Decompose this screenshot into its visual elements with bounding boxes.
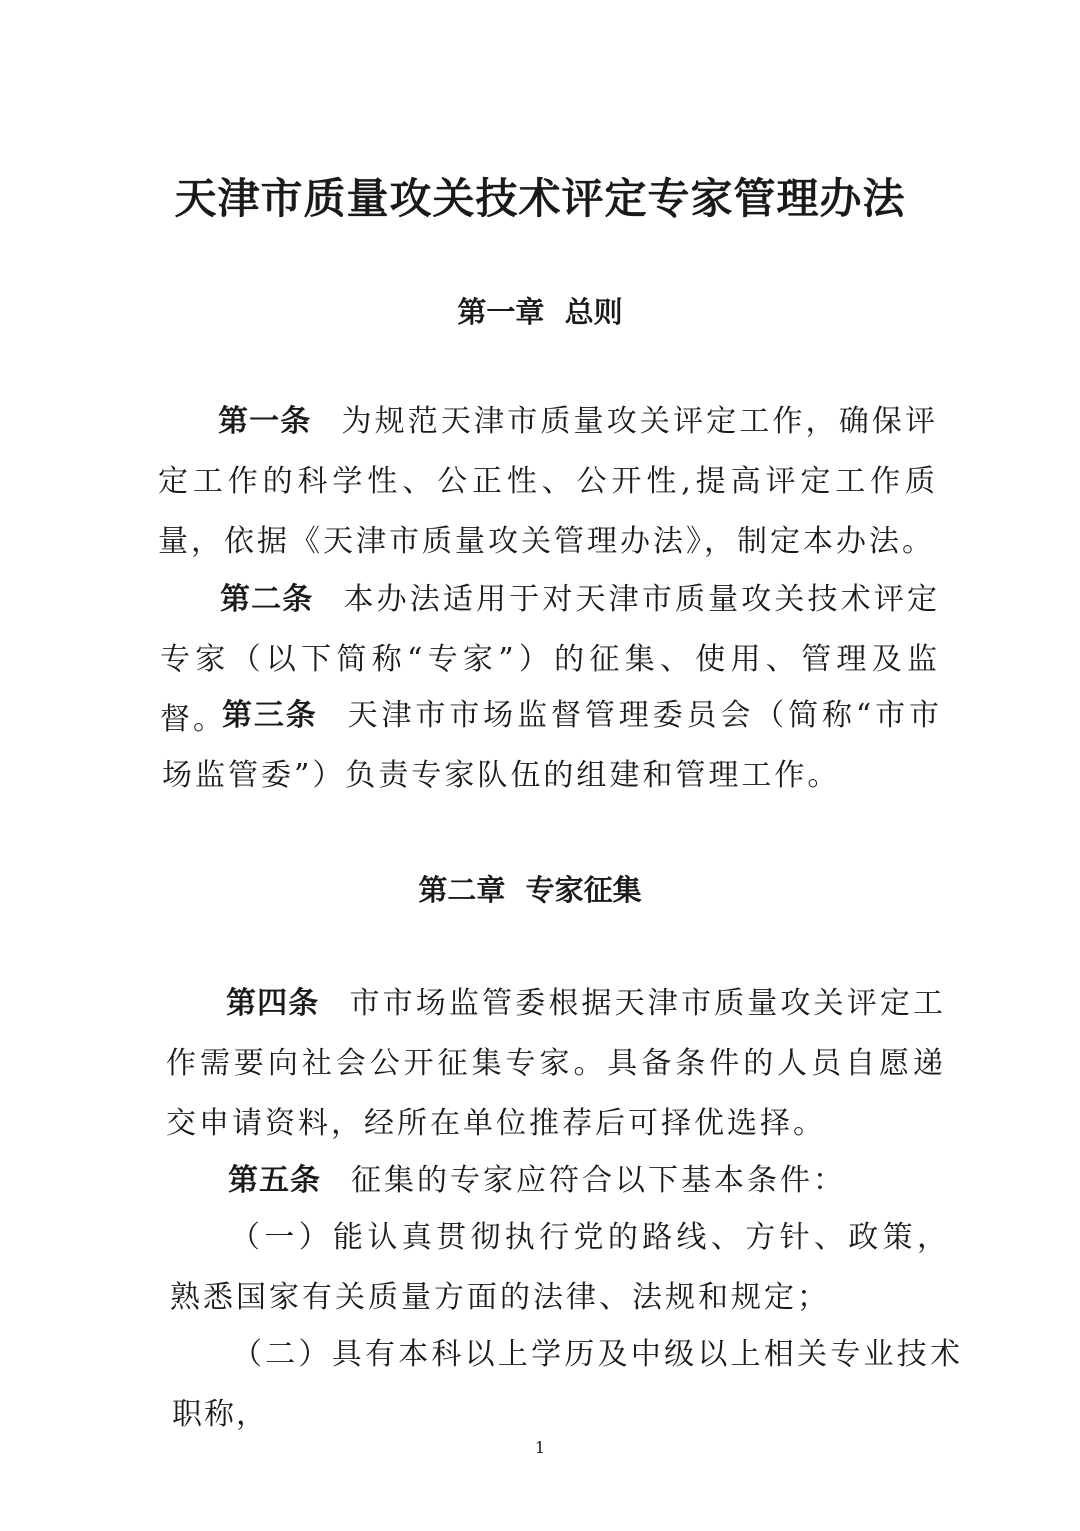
article-1-text: 为规范天津市质量攻关评定工作，确保评定工作的科学性、公正性、公开性,提高评定工作质量，依据《天津市质量攻关管理办法》，制定本办法。 <box>158 404 939 559</box>
article-2-text: 本办法适用于对天津市质量攻关技术评定专家（以下简称“专家”）的征集、使用、管理及监督。 <box>160 582 941 737</box>
chapter-1-heading: 第一章 总则 <box>457 295 623 329</box>
article-5-label: 第五条 <box>228 1163 321 1198</box>
article-4-text: 市市场监管委根据天津市质量攻关评定工作需要向社会公开征集专家。具备条件的人员自愿递交申请资料，经所在单位推荐后可择优选择。 <box>166 986 947 1141</box>
article-3-text: 天津市市场监督管理委员会（简称“市市场监管委”）负责专家队伍的组建和管理工作。 <box>162 698 943 793</box>
page-number: 1 <box>534 1438 546 1457</box>
article-5-item-1: （一）能认真贯彻执行党的路线、方针、政策，熟悉国家有关质量方面的法律、法规和规定； <box>170 1220 950 1315</box>
article-5 <box>168 1151 948 1211</box>
article-5-text: 征集的专家应符合以下基本条件： <box>351 1163 846 1198</box>
article-5-item-2: （二）具有本科以上学历及中级以上相关专业技术职称， <box>172 1337 962 1432</box>
article-4 <box>166 974 946 1154</box>
article-1 <box>158 392 938 572</box>
article-2-label: 第二条 <box>220 582 314 617</box>
article-3-label: 第三条 <box>222 698 318 733</box>
article-3 <box>162 686 942 806</box>
chapter-2-heading: 第二章 专家征集 <box>418 873 642 907</box>
article-4-label: 第四条 <box>226 986 320 1021</box>
document-title: 天津市质量攻关技术评定专家管理办法 <box>174 174 906 223</box>
article-1-label: 第一条 <box>218 404 312 439</box>
